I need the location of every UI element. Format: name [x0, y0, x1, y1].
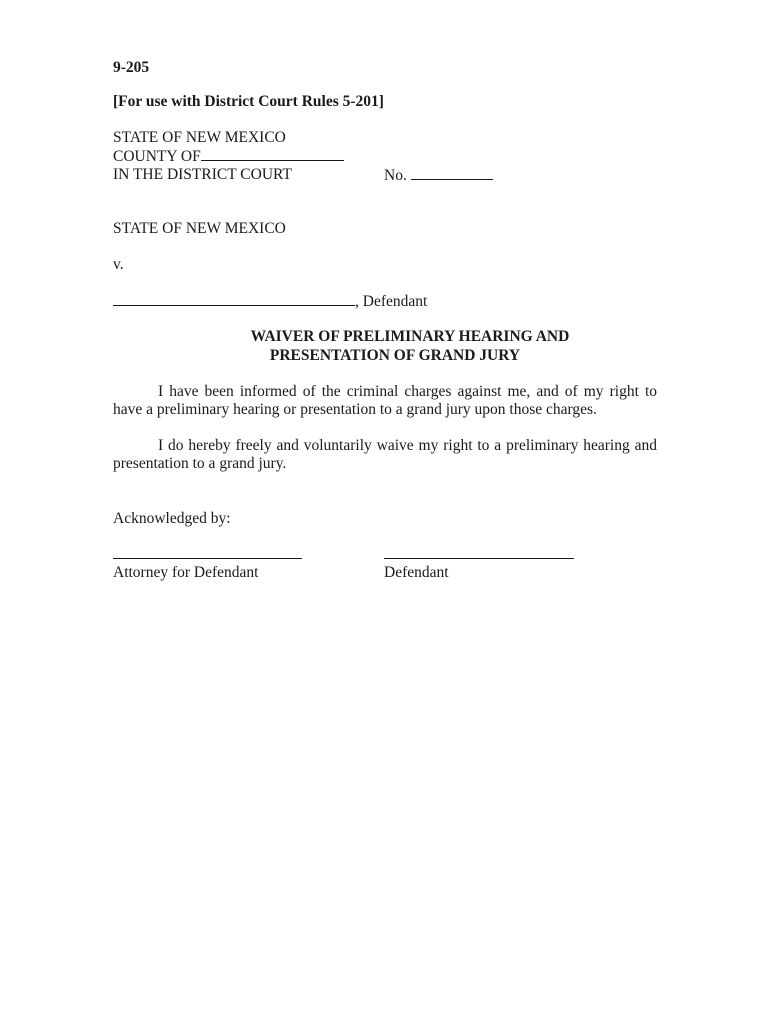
versus-text: v.: [113, 256, 124, 273]
caption-court: IN THE DISTRICT COURT: [113, 166, 292, 183]
defendant-suffix: , Defendant: [355, 293, 428, 310]
attorney-signature-label: Attorney for Defendant: [113, 564, 259, 581]
form-number: 9-205: [113, 59, 150, 76]
case-number: [384, 167, 493, 184]
defendant-signature-line[interactable]: [384, 558, 574, 559]
paragraph-informed-text: I have been informed of the criminal charges against me, and of my right to have a preliminary hearing or presentation to a grand jury upon those charges.: [113, 383, 657, 418]
county-blank-field[interactable]: [201, 148, 344, 161]
defendant-name-blank-field[interactable]: [113, 293, 355, 306]
defendant-signature-label: Defendant: [384, 564, 449, 581]
paragraph-waiver: [113, 437, 657, 473]
case-number-blank-field[interactable]: [411, 167, 493, 180]
document-title-line1: WAIVER OF PRELIMINARY HEARING AND: [250, 328, 570, 345]
caption-state: STATE OF NEW MEXICO: [113, 129, 286, 146]
caption-county: [113, 148, 344, 165]
paragraph-informed: [113, 383, 657, 419]
county-label: COUNTY OF: [113, 148, 201, 165]
attorney-signature-line[interactable]: [113, 558, 302, 559]
defendant-line: [113, 293, 427, 310]
document-title-line2: PRESENTATION OF GRAND JURY: [269, 347, 521, 364]
case-number-label: No.: [384, 167, 407, 184]
paragraph-waiver-text: I do hereby freely and voluntarily waive my right to a preliminary hearing and presentation to a grand jury.: [113, 437, 657, 472]
plaintiff-name: STATE OF NEW MEXICO: [113, 220, 286, 237]
use-note: [For use with District Court Rules 5-201]: [113, 93, 384, 110]
acknowledged-label: Acknowledged by:: [113, 510, 231, 527]
